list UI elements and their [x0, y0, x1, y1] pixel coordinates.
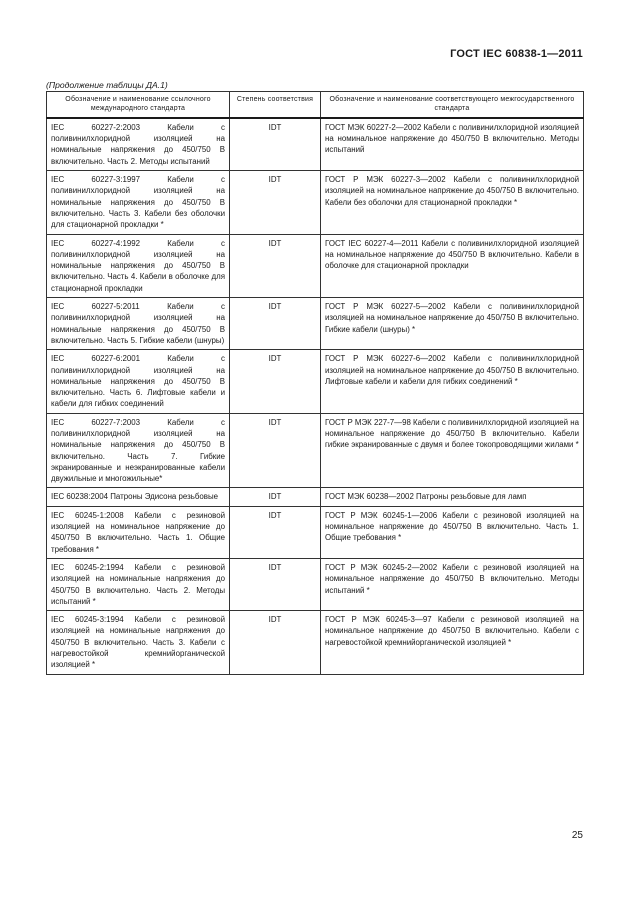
table-row: [47, 298, 584, 350]
cell-degree-of-conformity: IDT: [230, 298, 321, 350]
cell-international-standard: IEC 60245-2:1994 Кабели с резиновой изоляцией на номинальные напряжения до 450/750 В включительно. Часть 2. Методы испытаний *: [47, 558, 230, 610]
document-code: ГОСТ IEC 60838-1—2011: [450, 48, 583, 60]
cell-international-standard: IEC 60227-2:2003 Кабели с поливинилхлоридной изоляцией на номинальные напряжения до 450/750 В включительно. Часть 2. Методы испытаний: [47, 118, 230, 171]
cell-international-standard: IEC 60227-5:2011 Кабели с поливинилхлоридной изоляцией на номинальные напряжения до 450/750 В включительно. Часть 5. Гибкие кабели (шнуры): [47, 298, 230, 350]
cell-interstate-standard: ГОСТ МЭК 60227-2—2002 Кабели с поливинилхлоридной изоляцией на номинальное напряжение до 450/750 В включительно. Методы испытаний: [321, 118, 584, 171]
cell-interstate-standard: ГОСТ IEC 60227-4—2011 Кабели с поливинилхлоридной изоляцией на номинальное напряжение до 450/750 В включительно. Кабели в оболочке для стационарной прокладки: [321, 234, 584, 297]
cell-degree-of-conformity: IDT: [230, 118, 321, 171]
cell-interstate-standard: ГОСТ Р МЭК 60227-6—2002 Кабели с поливинилхлоридной изоляцией на номинальное напряжение до 450/750 В включительно. Лифтовые кабели и кабели для гибких соединений *: [321, 350, 584, 413]
cell-interstate-standard: ГОСТ Р МЭК 60227-3—2002 Кабели с поливинилхлоридной изоляцией на номинальное напряжение до 450/750 В включительно. Кабели без оболочки для стационарной прокладки *: [321, 171, 584, 234]
header-interstate-standard: Обозначение и наименование соответствующего межгосударственного стандарта: [321, 92, 584, 118]
cell-international-standard: IEC 60227-7:2003 Кабели с поливинилхлоридной изоляцией на номинальные напряжения до 450/750 В включительно. Часть 7. Гибкие экранированные и неэкранированные кабели двужильные и многожильные*: [47, 413, 230, 488]
cell-interstate-standard: ГОСТ Р МЭК 60245-1—2006 Кабели с резиновой изоляцией на номинальное напряжение до 450/750 В включительно. Часть 1. Общие требования *: [321, 506, 584, 558]
table-row: [47, 506, 584, 558]
table-row: [47, 611, 584, 674]
standards-correspondence-table: [46, 91, 584, 675]
cell-interstate-standard: ГОСТ МЭК 60238—2002 Патроны резьбовые для ламп: [321, 488, 584, 506]
cell-international-standard: IEC 60245-1:2008 Кабели с резиновой изоляцией на номинальное напряжение до 450/750 В включительно. Часть 1. Общие требования *: [47, 506, 230, 558]
cell-degree-of-conformity: IDT: [230, 488, 321, 506]
cell-degree-of-conformity: IDT: [230, 413, 321, 488]
page-number: 25: [571, 830, 583, 841]
table-row: [47, 558, 584, 610]
table-continuation-caption: (Продолжение таблицы ДА.1): [46, 80, 168, 90]
cell-interstate-standard: ГОСТ Р МЭК 227-7—98 Кабели с поливинилхлоридной изоляцией на номинальное напряжение до 450/750 В включительно. Кабели гибкие экранированные с двумя и более токопроводящими жилами *: [321, 413, 584, 488]
cell-degree-of-conformity: IDT: [230, 558, 321, 610]
cell-degree-of-conformity: IDT: [230, 171, 321, 234]
table-row: [47, 488, 584, 506]
table-row: [47, 413, 584, 488]
cell-international-standard: IEC 60245-3:1994 Кабели с резиновой изоляцией на номинальные напряжения до 450/750 В включительно. Часть 3. Кабели с нагревостойкой кремнийорганической изоляцией *: [47, 611, 230, 674]
header-international-standard: Обозначение и наименование ссылочного международного стандарта: [47, 92, 230, 118]
cell-degree-of-conformity: IDT: [230, 611, 321, 674]
cell-interstate-standard: ГОСТ Р МЭК 60245-3—97 Кабели с резиновой изоляцией на номинальное напряжение до 450/750 В включительно. Кабели с нагревостойкой кремнийорганической изоляцией *: [321, 611, 584, 674]
cell-international-standard: IEC 60238:2004 Патроны Эдисона резьбовые: [47, 488, 230, 506]
header-degree-of-conformity: Степень соответствия: [230, 92, 321, 118]
table-header: [47, 92, 584, 118]
cell-international-standard: IEC 60227-3:1997 Кабели с поливинилхлоридной изоляцией на номинальные напряжения до 450/750 В включительно. Часть 3. Кабели без оболочки для стационарной прокладки *: [47, 171, 230, 234]
cell-international-standard: IEC 60227-6:2001 Кабели с поливинилхлоридной изоляцией на номинальные напряжения до 450/750 В включительно. Часть 6. Лифтовые кабели и кабели для гибких соединений: [47, 350, 230, 413]
table-row: [47, 171, 584, 234]
cell-degree-of-conformity: IDT: [230, 234, 321, 297]
table-row: [47, 118, 584, 171]
cell-international-standard: IEC 60227-4:1992 Кабели с поливинилхлоридной изоляцией на номинальные напряжения до 450/750 В включительно. Часть 4. Кабели в оболочке для стационарной прокладки: [47, 234, 230, 297]
cell-interstate-standard: ГОСТ Р МЭК 60227-5—2002 Кабели с поливинилхлоридной изоляцией на номинальное напряжение до 450/750 В включительно. Гибкие кабели (шнуры) *: [321, 298, 584, 350]
cell-degree-of-conformity: IDT: [230, 350, 321, 413]
table-header-row: [47, 92, 584, 118]
table-row: [47, 350, 584, 413]
cell-degree-of-conformity: IDT: [230, 506, 321, 558]
table-row: [47, 234, 584, 297]
cell-interstate-standard: ГОСТ Р МЭК 60245-2—2002 Кабели с резиновой изоляцией на номинальное напряжение до 450/750 В включительно. Методы испытаний *: [321, 558, 584, 610]
table-body: [47, 118, 584, 674]
